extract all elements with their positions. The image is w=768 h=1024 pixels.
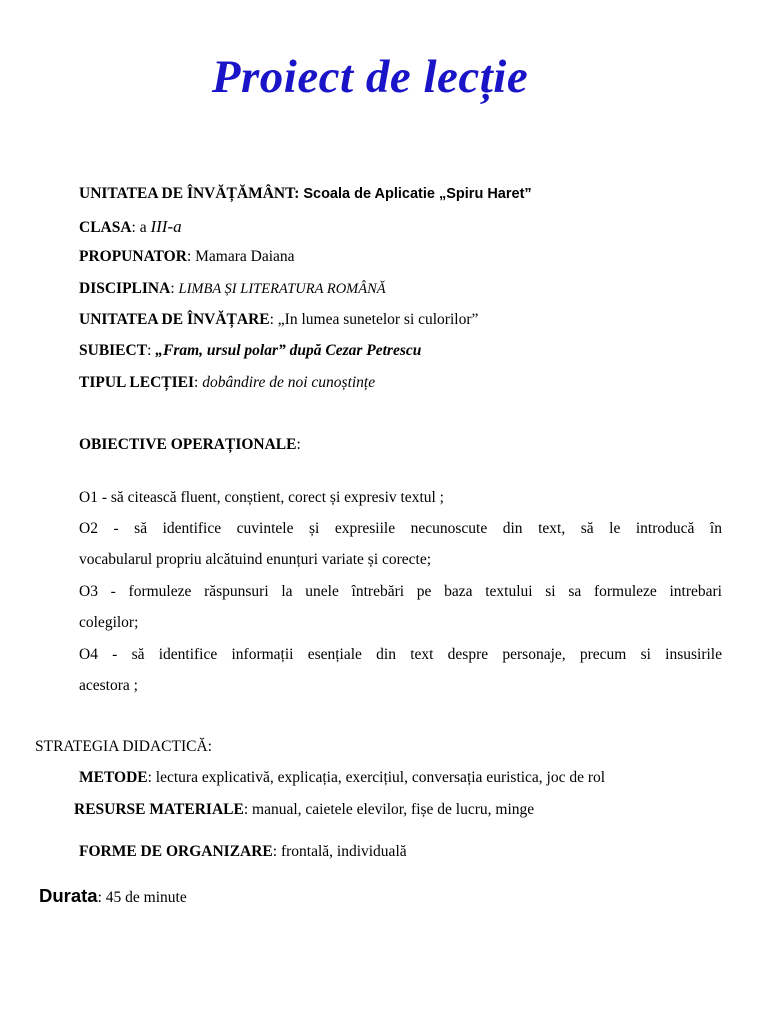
lesson-type-label: TIPUL LECȚIEI [79, 374, 195, 391]
methods-value: : lectura explicativă, explicația, exercițiul, conversația euristica, joc de rol [147, 769, 606, 786]
subject-value: „Fram, ursul polar” după Cezar Petrescu [155, 342, 422, 359]
forms-value: : frontală, individuală [272, 843, 407, 860]
learning-unit-row [79, 311, 478, 329]
duration-row [39, 885, 187, 907]
lesson-type-row [79, 374, 375, 392]
forms-label: FORME DE ORGANIZARE [79, 843, 273, 860]
discipline-sep: : [170, 280, 179, 297]
unit-label: UNITATEA DE ÎNVĂȚĂMÂNT: [79, 185, 300, 202]
strategy-heading: STRATEGIA DIDACTICĂ: [35, 738, 212, 755]
objective-o4-line2: acestora ; [79, 677, 138, 694]
duration-value: : 45 de minute [97, 889, 187, 906]
methods-row [79, 769, 605, 787]
objective-o3-line1: O3 - formuleze răspunsuri la unele întrebări pe baza textului si sa formuleze intrebari [79, 583, 722, 600]
lesson-type-value: dobândire de noi cunoștințe [202, 374, 376, 391]
unit-value: Scoala de Aplicatie „Spiru Haret” [303, 186, 532, 202]
objective-o2-line1: O2 - să identifice cuvintele și expresiile necunoscute din text, să le introducă în [79, 520, 722, 537]
duration-label: Durata [39, 885, 98, 906]
objective-o2-line2: vocabularul propriu alcătuind enunțuri variate și corecte; [79, 551, 432, 568]
forms-row [79, 843, 407, 861]
proposer-label: PROPUNATOR [79, 248, 187, 265]
objectives-heading-suffix: : [296, 436, 301, 453]
objective-o1: O1 - să citească fluent, conștient, corect și expresiv textul ; [79, 489, 444, 506]
objective-o3-line2: colegilor; [79, 614, 139, 631]
resources-value: : manual, caietele elevilor, fișe de lucru, minge [243, 801, 535, 818]
objective-o4-line1: O4 - să identifice informații esențiale din text despre personaje, precum si insusirile [79, 646, 722, 663]
subject-sep: : [147, 342, 156, 359]
page-title: Proiect de lecție [211, 51, 529, 103]
resources-label: RESURSE MATERIALE [74, 801, 244, 818]
proposer-row [79, 248, 295, 266]
unit-row [79, 185, 532, 203]
methods-label: METODE [79, 769, 148, 786]
subject-row [79, 342, 421, 360]
learning-unit-value: : „In lumea sunetelor si culorilor” [269, 311, 479, 328]
class-label: CLASA [79, 219, 132, 236]
objectives-heading [79, 436, 301, 454]
class-value: III-a [150, 217, 182, 236]
class-row [79, 217, 182, 237]
lesson-type-sep: : [194, 374, 203, 391]
proposer-value: : Mamara Daiana [186, 248, 295, 265]
resources-row [74, 801, 534, 819]
class-sep: : a [131, 219, 151, 236]
subject-label: SUBIECT [79, 342, 148, 359]
objectives-heading-text: OBIECTIVE OPERAȚIONALE [79, 436, 297, 453]
discipline-value: LIMBA ȘI LITERATURA ROMÂNĂ [178, 281, 386, 297]
discipline-label: DISCIPLINA [79, 280, 171, 297]
learning-unit-label: UNITATEA DE ÎNVĂȚARE [79, 311, 270, 328]
discipline-row [79, 280, 386, 298]
